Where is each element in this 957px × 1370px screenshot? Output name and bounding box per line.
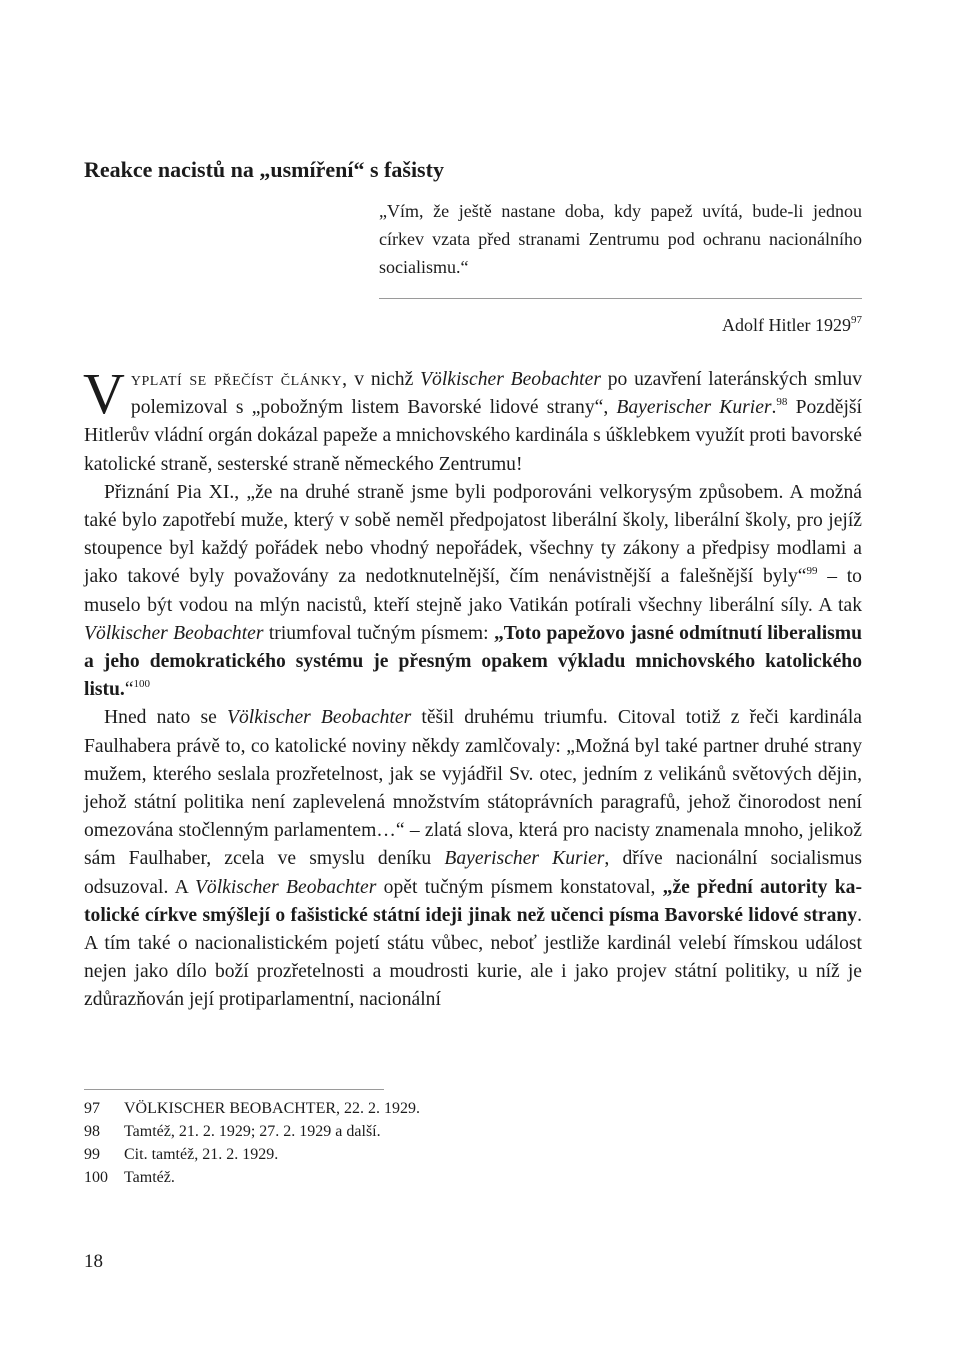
text-run: Hned nato se bbox=[104, 707, 227, 729]
epigraph bbox=[379, 197, 862, 339]
footnote-text: Tamtéž. bbox=[124, 1169, 175, 1186]
newspaper-title: Bayerischer Kurier bbox=[616, 397, 772, 419]
newspaper-title: Völkischer Beobachter bbox=[194, 876, 377, 898]
newspaper-title: Bayerischer Kurier bbox=[444, 848, 605, 870]
text-run: triumfoval tučným písmem: bbox=[263, 622, 494, 644]
footnote-number: 99 bbox=[84, 1146, 100, 1163]
bold-quote: „Toto papežovo jasné odmítnutí liberalismu a jeho demokratického systému je přesným opakem výkladu mnichovského katolického listu. bbox=[84, 622, 862, 701]
newspaper-title: Völkischer Beobachter bbox=[84, 622, 264, 644]
newspaper-title: Völkischer Beobachter bbox=[420, 369, 601, 390]
footnote-number: 100 bbox=[84, 1169, 108, 1186]
section-heading: Reakce nacistů na „usmíření“ s fašisty bbox=[84, 157, 444, 183]
text-run: – to muselo být vodou na mlýn nacistů, kteří stejně jako Vatikán potírali všechny liberální síly. A tak bbox=[84, 566, 862, 616]
newspaper-title: Völkischer Beobachter bbox=[226, 707, 412, 729]
text-run: . bbox=[771, 397, 777, 419]
lead-in-smallcaps: yplatí se přečíst články, bbox=[130, 369, 348, 390]
footnote bbox=[84, 1143, 420, 1166]
text-run: Přiznání Pia XI., „že na druhé straně jsme byli podporováni velkorysým způsobem. A možná také bylo zapotřebí muže, který v sobě neměl předpojatost liberální školy, liberální školy, pro jejíž stoupence byl každý pořádek nebo vhodný nepořádek, všechny ty zákony a předpisy modlami a jako takové byly považovány za nedotknutelnější, čím nenávistnější a falešnější byly“ bbox=[84, 481, 862, 588]
epigraph-author: Adolf Hitler 1929 bbox=[722, 315, 851, 335]
footnote-text: VÖLKISCHER BEOBACHTER, 22. 2. 1929. bbox=[124, 1100, 421, 1117]
footnote-ref: 100 bbox=[133, 678, 151, 691]
footnote-text: Cit. tamtéž, 21. 2. 1929. bbox=[124, 1146, 279, 1163]
epigraph-divider bbox=[379, 298, 862, 299]
footnote-ref: 98 bbox=[776, 396, 788, 409]
text-run: Pozdější Hitlerův vládní orgán dokázal papeže a mnichovského kardinála s úšklebkem využít proti bavorské katolické straně, sesterské straně německého Zentrumu! bbox=[84, 397, 863, 475]
footnote-divider bbox=[84, 1089, 384, 1090]
text-run: po uzavření lateránských smluv polemizoval s „pobožným listem Bavorské lidové strany“, bbox=[130, 369, 862, 419]
text-run: . A tím také o nacionalistickém pojetí státu vůbec, neboť jestliže kardinál velebí římskou událost nejen jako dílo boží prozřetelnosti a moudrosti kurie, ale i jako projev státní politiky, u níž je zdůrazňován její protiparlamentní, nacionální bbox=[84, 904, 862, 1011]
bold-quote: „že přední autority katolické církve smýšlejí o fašistické státní ideji jinak než učenci písma Bavorské lidové strany bbox=[84, 876, 862, 926]
paragraph-2 bbox=[84, 479, 862, 705]
paragraph-1 bbox=[83, 361, 863, 479]
footnote-number: 97 bbox=[84, 1100, 100, 1117]
page-number: 18 bbox=[84, 1251, 103, 1272]
footnote-number: 98 bbox=[84, 1123, 100, 1140]
footnote-text: Tamtéž, 21. 2. 1929; 27. 2. 1929 a další. bbox=[124, 1123, 381, 1140]
paragraph-3 bbox=[84, 704, 862, 1014]
footnote bbox=[84, 1097, 420, 1120]
footnote-ref: 99 bbox=[806, 565, 818, 578]
text-run: v nichž bbox=[347, 369, 421, 390]
text-run: těšil druhému triumfu. Citoval totiž z řeči kardinála Faulhabera právě to, co katolické noviny někdy zamlčovaly: „Možná byl také partner druhé strany mužem, kterého seslala prozřetelnost, jak se vyjádřil Sv. otec, jedním z velikánů světových dějin, jehož státní politika není zaplevelená množstvím státoprávních paragrafů, jehož činorodost není omezována stočlenným parlamentem…“ – zlatá slova, která pro nacisty znamenala mnoho, jelikož sám Faulhaber, zcela ve smyslu deníku bbox=[84, 707, 862, 870]
drop-cap: V bbox=[83, 361, 125, 426]
footnote-ref: 97 bbox=[851, 314, 862, 326]
epigraph-quote: „Vím, že ještě nastane doba, kdy papež uvítá, bude-li jednou církev vzata před stranami Zentrumu pod ochranu nacionálního socialismu.“ bbox=[379, 201, 862, 277]
text-run: “ bbox=[124, 679, 134, 701]
epigraph-attribution bbox=[379, 311, 862, 339]
text-run: , dříve nacionální socialismus odsuzoval. A bbox=[84, 848, 862, 898]
footnote bbox=[84, 1120, 420, 1143]
body-text bbox=[83, 361, 863, 1015]
text-run: opět tučným písmem konstatoval, bbox=[376, 876, 663, 898]
footnotes bbox=[84, 1097, 420, 1189]
footnote bbox=[84, 1166, 420, 1189]
